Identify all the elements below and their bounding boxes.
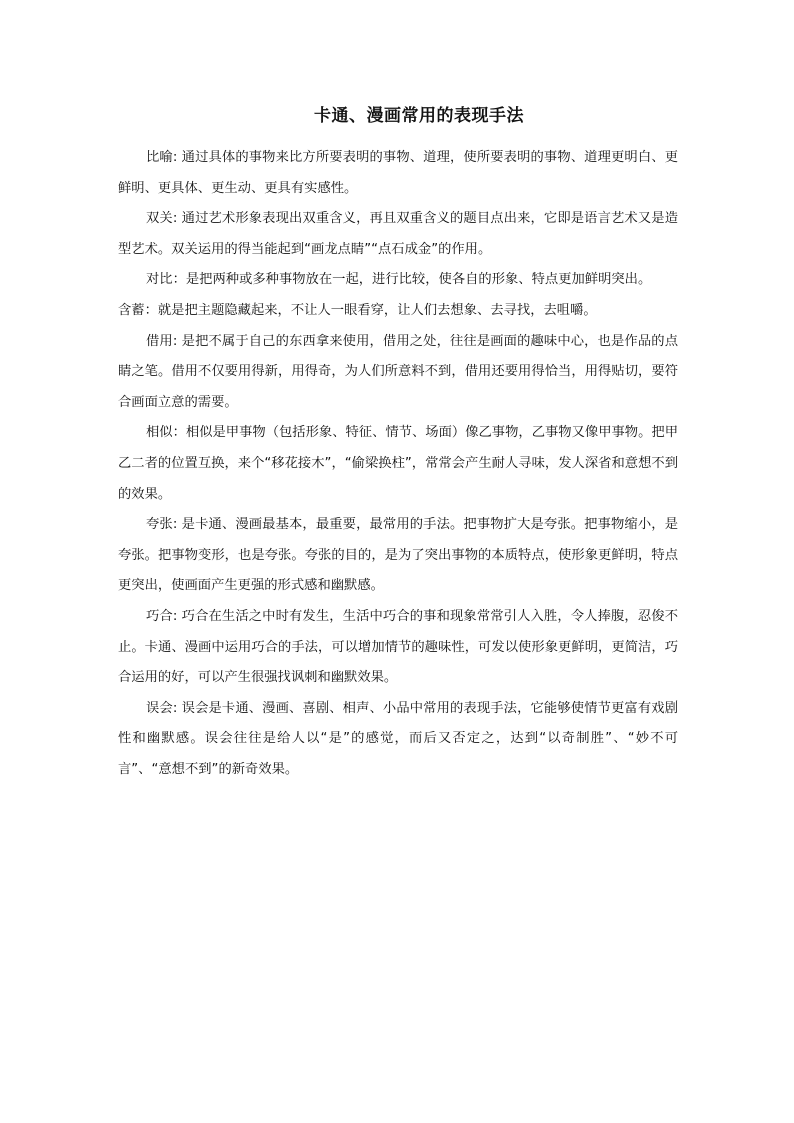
paragraph-implicit: 含蓄：就是把主题隐藏起来，不让人一眼看穿，让人们去想象、去寻找，去咀嚼。 [118, 302, 597, 318]
document-body [118, 143, 678, 785]
paragraph-pun: 双关: 通过艺术形象表现出双重含义，再且双重含义的题目点出来，它即是语言艺术又是造型艺术。双关运用的得当能起到“画龙点睛”“点石成金”的作用。 [118, 211, 678, 257]
document-title: 卡通、漫画常用的表现手法 [314, 106, 524, 126]
paragraph-coincidence: 巧合: 巧合在生活之中时有发生，生活中巧合的事和现象常常引人入胜，令人捧腹，忍俊不止。卡通、漫画中运用巧合的手法，可以增加情节的趣味性，可发以使形象更鲜明，更简洁，巧合运用的好，可以产生很强找讽刺和幽默效果。 [118, 608, 678, 686]
paragraph-similarity: 相似：相似是甲事物（包括形象、特征、情节、场面）像乙事物，乙事物又像甲事物。把甲乙二者的位置互换，来个“移花接木”，“偷梁换柱”，常常会产生耐人寻味，发人深省和意想不到的效果。 [118, 425, 678, 502]
paragraph-misunderstanding: 误会: 误会是卡通、漫画、喜剧、相声、小品中常用的表现手法，它能够使情节更富有戏剧性和幽默感。误会往往是给人以“是”的感觉，而后又否定之，达到“以奇制胜”、“妙不可言”、“意想不到”的新奇效果。 [118, 700, 678, 777]
paragraph-contrast: 对比：是把两种或多种事物放在一起，进行比较，使各自的形象、特点更加鲜明突出。 [146, 272, 652, 288]
paragraph-metaphor: 比喻: 通过具体的事物来比方所要表明的事物、道理，使所要表明的事物、道理更明白、更鲜明、更具体、更生动、更具有实感性。 [118, 150, 678, 196]
paragraph-exaggeration: 夸张: 是卡通、漫画最基本，最重要，最常用的手法。把事物扩大是夸张。把事物缩小，是夸张。把事物变形，也是夸张。夸张的目的，是为了突出事物的本质特点，使形象更鲜明，特点更突出，使画面产生更强的形式感和幽默感。 [118, 517, 678, 594]
paragraph-borrowing: 借用: 是把不属于自己的东西拿来使用，借用之处，往往是画面的趣味中心，也是作品的点睛之笔。借用不仅要用得新，用得奇，为人们所意料不到，借用还要用得恰当，用得贴切，要符合画面立意的需要。 [118, 333, 678, 410]
